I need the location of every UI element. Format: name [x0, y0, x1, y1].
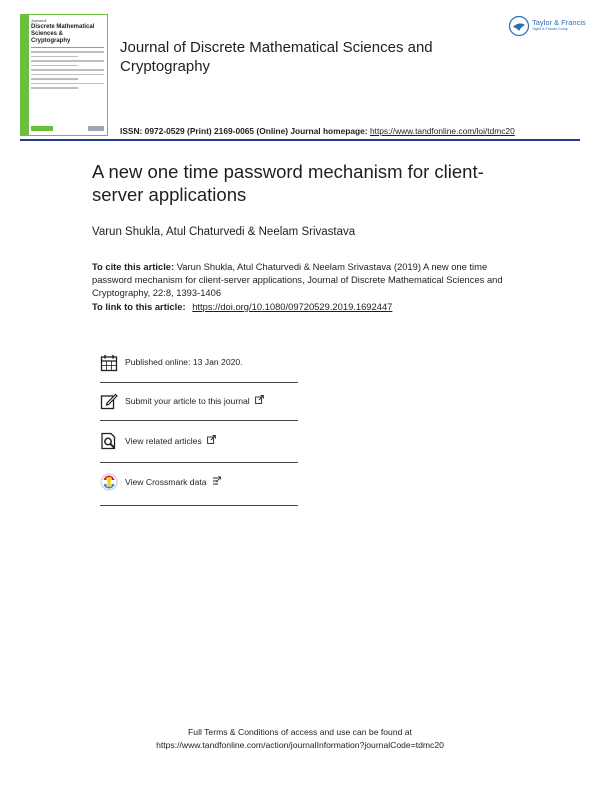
- row-divider: [100, 462, 298, 463]
- journal-cover-thumbnail: [20, 14, 108, 136]
- edit-icon: [100, 392, 118, 410]
- cover-publisher-logo: [31, 126, 53, 131]
- published-online-row: [100, 352, 298, 380]
- calendar-icon: [100, 354, 118, 372]
- doi-row: [92, 301, 392, 312]
- row-divider: [100, 420, 298, 421]
- doi-label: To link to this article:: [92, 301, 186, 312]
- cover-text-line: [31, 65, 78, 67]
- crossmark-icon: [100, 473, 118, 491]
- cover-secondary-logo: [88, 126, 104, 131]
- article-authors: Varun Shukla, Atul Chaturvedi & Neelam Srivastava: [92, 226, 356, 238]
- cover-text-line: [31, 74, 104, 76]
- cover-divider: [31, 47, 104, 48]
- journal-homepage-link[interactable]: https://www.tandfonline.com/loi/tdmc20: [369, 126, 515, 136]
- article-title: A new one time password mechanism for client-server applications: [92, 161, 484, 205]
- doi-link[interactable]: https://doi.org/10.1080/09720529.2019.1692447: [192, 301, 393, 312]
- publisher-logo-subtext: Taylor & Francis Group: [532, 27, 568, 31]
- submit-article-label: Submit your article to this journal: [125, 396, 250, 406]
- publisher-logo-text: Taylor & Francis: [532, 18, 586, 27]
- publisher-logo[interactable]: [508, 15, 588, 37]
- header-divider: [20, 139, 580, 141]
- citation-label: To cite this article:: [92, 261, 175, 272]
- published-online-text: Published online: 13 Jan 2020.: [125, 357, 243, 367]
- issn-text: ISSN: 0972-0529 (Print) 2169-0065 (Online) Journal homepage:: [120, 126, 368, 136]
- cover-text-line: [31, 51, 104, 53]
- submit-article-row[interactable]: [100, 390, 298, 418]
- submit-article-link[interactable]: [125, 395, 264, 406]
- journal-title: Journal of Discrete Mathematical Sciences and Cryptography: [120, 39, 433, 75]
- citation-text: Varun Shukla, Atul Chaturvedi & Neelam Srivastava (2019) A new one time password mechanism for client-server applications, Journal of Discrete Mathematical Sciences and Cryptography, 22:8, 1393-1406: [92, 261, 503, 298]
- publisher-logo-icon: [508, 15, 530, 37]
- cover-title-line2: Sciences & Cryptography: [31, 31, 71, 44]
- external-link-icon: [207, 435, 216, 444]
- external-link-icon: [212, 476, 221, 485]
- crossmark-link[interactable]: [125, 476, 221, 487]
- related-articles-label: View related articles: [125, 436, 202, 446]
- related-articles-icon: [100, 432, 118, 450]
- row-divider: [100, 505, 298, 506]
- cover-logos: [31, 125, 104, 132]
- related-articles-link[interactable]: [125, 435, 216, 446]
- issn-line: [120, 126, 515, 136]
- cover-content: [31, 19, 104, 132]
- cover-kicker: Journal of: [31, 19, 47, 23]
- footer-terms-text: Full Terms & Conditions of access and use can be found at: [188, 727, 412, 737]
- cover-text-line: [31, 60, 104, 62]
- external-link-icon: [255, 395, 264, 404]
- cover-accent-band: [21, 15, 29, 135]
- row-divider: [100, 382, 298, 383]
- cover-title-line1: Discrete Mathematical: [31, 24, 95, 30]
- crossmark-row[interactable]: [100, 471, 298, 499]
- cover-text-line: [31, 56, 78, 58]
- citation: [92, 261, 512, 299]
- cover-text-line: [31, 78, 78, 80]
- cover-text-line: [31, 69, 104, 71]
- crossmark-label: View Crossmark data: [125, 477, 207, 487]
- footer-terms-url[interactable]: https://www.tandfonline.com/action/journalInformation?journalCode=tdmc20: [156, 739, 444, 750]
- related-articles-row[interactable]: [100, 430, 298, 458]
- footer: [100, 726, 500, 751]
- cover-text-line: [31, 87, 78, 89]
- cover-text-line: [31, 83, 104, 85]
